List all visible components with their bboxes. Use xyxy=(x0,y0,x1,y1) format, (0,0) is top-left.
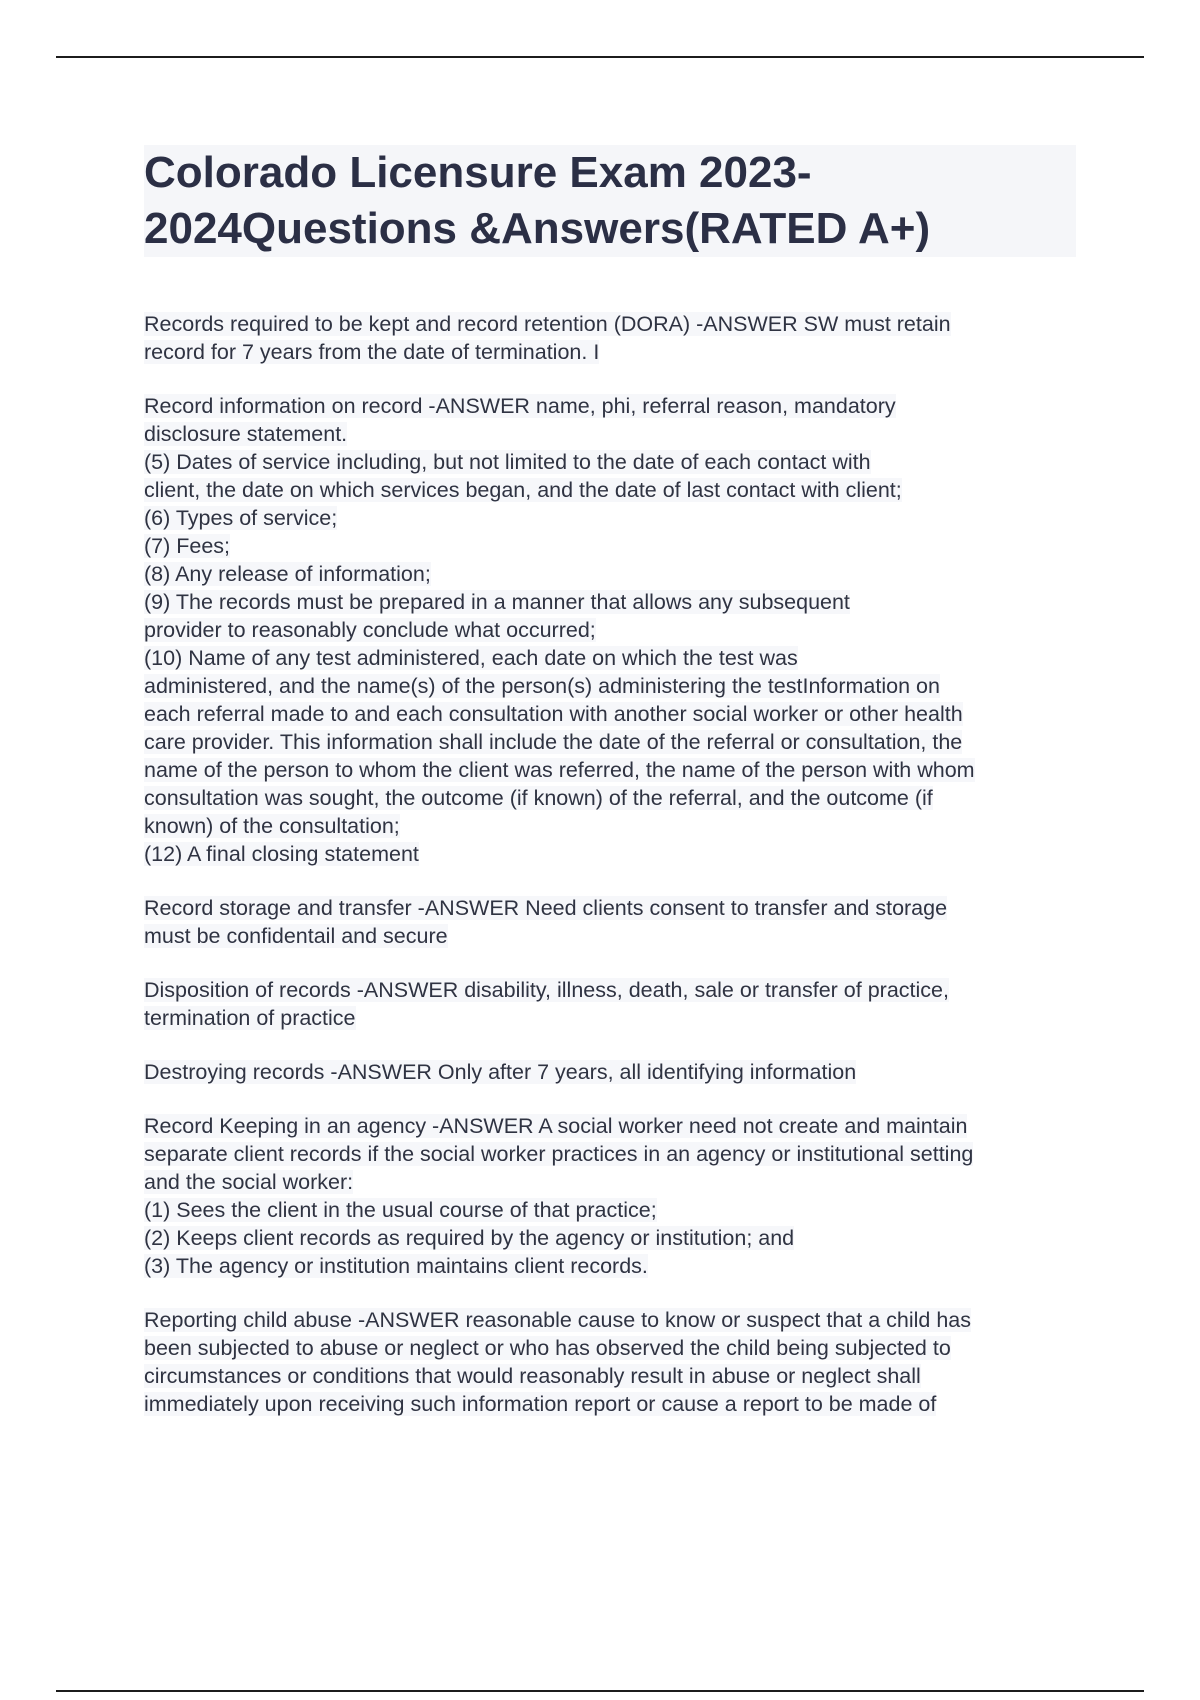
qa-line xyxy=(144,700,1084,728)
bottom-rule xyxy=(56,1690,1144,1692)
qa-line-text: disclosure statement. xyxy=(144,422,348,446)
qa-line-text: been subjected to abuse or neglect or who has observed the child being subjected to xyxy=(144,1336,951,1360)
title-line-1: Colorado Licensure Exam 2023- xyxy=(144,148,812,197)
qa-line xyxy=(144,756,1084,784)
qa-line xyxy=(144,784,1084,812)
qa-line xyxy=(144,420,1084,448)
qa-line xyxy=(144,672,1084,700)
qa-line-text: (5) Dates of service including, but not limited to the date of each contact with xyxy=(144,450,871,474)
qa-line-text: termination of practice xyxy=(144,1006,356,1030)
qa-line xyxy=(144,644,1084,672)
qa-line xyxy=(144,1004,1084,1032)
qa-line-text: Records required to be kept and record retention (DORA) -ANSWER SW must retain xyxy=(144,312,951,336)
qa-line xyxy=(144,728,1084,756)
qa-line-text: consultation was sought, the outcome (if known) of the referral, and the outcome (if xyxy=(144,786,933,810)
qa-line-text: Reporting child abuse -ANSWER reasonable cause to know or suspect that a child has xyxy=(144,1308,971,1332)
qa-line-text: (1) Sees the client in the usual course of that practice; xyxy=(144,1198,657,1222)
qa-line-text: (7) Fees; xyxy=(144,534,231,558)
qa-line xyxy=(144,1224,1084,1252)
qa-line xyxy=(144,532,1084,560)
qa-line xyxy=(144,1168,1084,1196)
qa-line xyxy=(144,1252,1084,1280)
qa-line-text: each referral made to and each consultation with another social worker or other health xyxy=(144,702,963,726)
qa-line-text: Destroying records -ANSWER Only after 7 years, all identifying information xyxy=(144,1060,857,1084)
qa-line-text: (3) The agency or institution maintains client records. xyxy=(144,1254,648,1278)
qa-entry xyxy=(144,976,1084,1032)
qa-line-text: administered, and the name(s) of the person(s) administering the testInformation on xyxy=(144,674,940,698)
qa-line xyxy=(144,616,1084,644)
qa-line-text: separate client records if the social worker practices in an agency or institutional setting xyxy=(144,1142,974,1166)
title-line-2: 2024Questions &Answers(RATED A+) xyxy=(144,204,931,253)
qa-line-text: record for 7 years from the date of termination. I xyxy=(144,340,600,364)
qa-line-text: (6) Types of service; xyxy=(144,506,338,530)
qa-line xyxy=(144,1306,1084,1334)
qa-line-text: must be confidentail and secure xyxy=(144,924,448,948)
qa-line xyxy=(144,338,1084,366)
qa-line-text: (9) The records must be prepared in a manner that allows any subsequent xyxy=(144,590,850,614)
qa-entry xyxy=(144,894,1084,950)
qa-line xyxy=(144,1112,1084,1140)
document-body xyxy=(144,310,1084,1444)
qa-line-text: circumstances or conditions that would reasonably result in abuse or neglect shall xyxy=(144,1364,921,1388)
qa-line xyxy=(144,1058,1084,1086)
qa-line xyxy=(144,310,1084,338)
qa-line xyxy=(144,1362,1084,1390)
qa-line-text: Disposition of records -ANSWER disability, illness, death, sale or transfer of practice, xyxy=(144,978,949,1002)
qa-entry xyxy=(144,1112,1084,1280)
qa-line xyxy=(144,392,1084,420)
qa-line xyxy=(144,476,1084,504)
qa-line xyxy=(144,1334,1084,1362)
qa-line-text: Record information on record -ANSWER name, phi, referral reason, mandatory xyxy=(144,394,896,418)
qa-line-text: care provider. This information shall include the date of the referral or consultation, the xyxy=(144,730,963,754)
qa-entry xyxy=(144,392,1084,868)
qa-line xyxy=(144,588,1084,616)
qa-line-text: (12) A final closing statement xyxy=(144,842,419,866)
document-title xyxy=(144,145,1076,257)
qa-entry xyxy=(144,310,1084,366)
qa-line xyxy=(144,922,1084,950)
qa-line-text: provider to reasonably conclude what occurred; xyxy=(144,618,596,642)
title-block xyxy=(144,145,1076,257)
qa-line-text: (2) Keeps client records as required by the agency or institution; and xyxy=(144,1226,795,1250)
qa-line xyxy=(144,894,1084,922)
qa-line xyxy=(144,1196,1084,1224)
top-rule xyxy=(56,56,1144,58)
qa-line-text: immediately upon receiving such information report or cause a report to be made of xyxy=(144,1392,937,1416)
qa-line-text: Record storage and transfer -ANSWER Need clients consent to transfer and storage xyxy=(144,896,948,920)
qa-line xyxy=(144,504,1084,532)
qa-entry xyxy=(144,1306,1084,1418)
qa-line xyxy=(144,976,1084,1004)
qa-line xyxy=(144,1140,1084,1168)
qa-line xyxy=(144,1390,1084,1418)
qa-line-text: client, the date on which services began, and the date of last contact with client; xyxy=(144,478,902,502)
qa-line-text: (8) Any release of information; xyxy=(144,562,431,586)
qa-line-text: known) of the consultation; xyxy=(144,814,400,838)
qa-line xyxy=(144,560,1084,588)
qa-line-text: and the social worker: xyxy=(144,1170,354,1194)
qa-line-text: Record Keeping in an agency -ANSWER A social worker need not create and maintain xyxy=(144,1114,968,1138)
qa-entry xyxy=(144,1058,1084,1086)
qa-line-text: name of the person to whom the client was referred, the name of the person with whom xyxy=(144,758,975,782)
qa-line-text: (10) Name of any test administered, each date on which the test was xyxy=(144,646,798,670)
qa-line xyxy=(144,448,1084,476)
qa-line xyxy=(144,812,1084,840)
qa-line xyxy=(144,840,1084,868)
